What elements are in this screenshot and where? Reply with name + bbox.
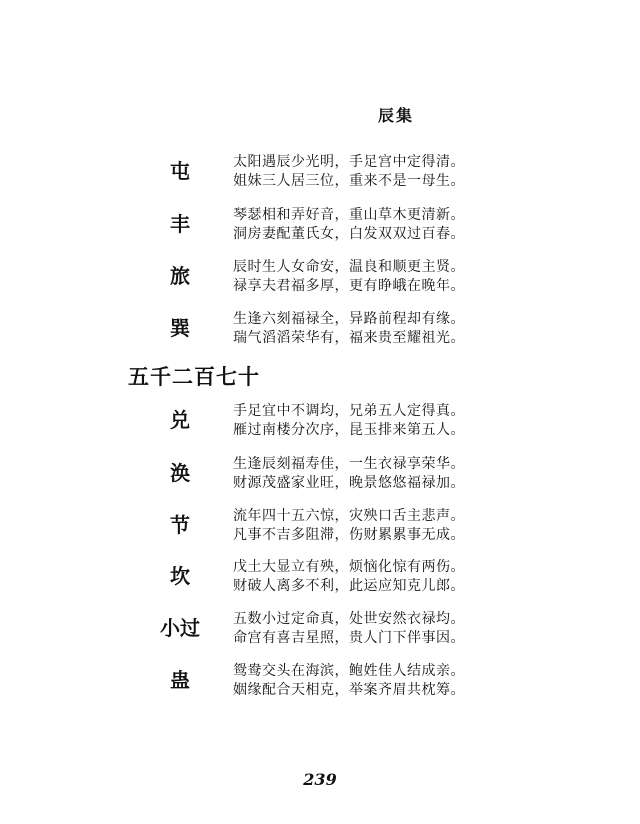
hexagram-entry <box>0 662 640 702</box>
hexagram-entry <box>0 402 640 442</box>
verse-line: 五数小过定命真，处世安然衣禄均。 <box>233 611 465 627</box>
verse-line: 太阳遇辰少光明，手足宫中定得清。 <box>233 154 465 170</box>
verse-line: 辰时生人女命安，温良和顺更主贤。 <box>233 259 465 275</box>
hexagram-name: 蛊 <box>170 668 190 692</box>
hexagram-name: 节 <box>170 513 190 537</box>
verse-line: 命宫有喜吉星照，贵人门下伴事因。 <box>233 630 465 646</box>
hexagram-entry <box>0 310 640 350</box>
verse-line: 洞房妻配董氏女，白发双双过百春。 <box>233 226 465 242</box>
section-heading: 五千二百七十 <box>128 364 260 389</box>
hexagram-name: 巽 <box>170 316 190 340</box>
verse-line: 流年四十五六惊，灾殃口舌主悲声。 <box>233 508 465 524</box>
hexagram-name: 丰 <box>170 212 190 236</box>
running-header: 辰集 <box>378 106 415 125</box>
verse-line: 瑞气滔滔荣华有，福来贵至耀祖光。 <box>233 330 465 346</box>
hexagram-entry <box>0 558 640 598</box>
verse-line: 琴瑟相和弄好音，重山草木更清新。 <box>233 207 465 223</box>
hexagram-entry <box>0 153 640 193</box>
hexagram-name: 屯 <box>170 159 190 183</box>
page-number: 239 <box>303 770 337 789</box>
verse-line: 生逢六刻福禄全，异路前程却有缘。 <box>233 311 465 327</box>
verse-line: 生逢辰刻福寿佳，一生衣禄享荣华。 <box>233 456 465 472</box>
hexagram-name: 涣 <box>170 461 190 485</box>
verse-line: 鸳鸯交头在海滨，鲍姓佳人结成亲。 <box>233 663 465 679</box>
hexagram-entry <box>0 507 640 547</box>
hexagram-entry <box>0 455 640 495</box>
verse-line: 凡事不吉多阻滞，伤财累累事无成。 <box>233 527 465 543</box>
verse-line: 雁过南楼分次序，昆玉排来第五人。 <box>233 422 465 438</box>
verse-line: 手足宜中不调均，兄弟五人定得真。 <box>233 403 465 419</box>
verse-line: 财源茂盛家业旺，晚景悠悠福禄加。 <box>233 475 465 491</box>
hexagram-name: 旅 <box>170 264 190 288</box>
hexagram-name: 兑 <box>170 408 190 432</box>
verse-line: 财破人离多不利，此运应知克儿郎。 <box>233 578 465 594</box>
verse-line: 戊土大显立有殃，烦恼化惊有两伤。 <box>233 559 465 575</box>
verse-line: 禄享夫君福多厚，更有睁峨在晚年。 <box>233 278 465 294</box>
hexagram-entry <box>0 610 640 650</box>
hexagram-entry <box>0 206 640 246</box>
hexagram-entry <box>0 258 640 298</box>
verse-line: 姻缘配合天相克，举案齐眉共枕筹。 <box>233 682 465 698</box>
hexagram-name: 坎 <box>170 564 190 588</box>
verse-line: 姐妹三人居三位，重来不是一母生。 <box>233 173 465 189</box>
hexagram-name: 小过 <box>160 616 200 640</box>
